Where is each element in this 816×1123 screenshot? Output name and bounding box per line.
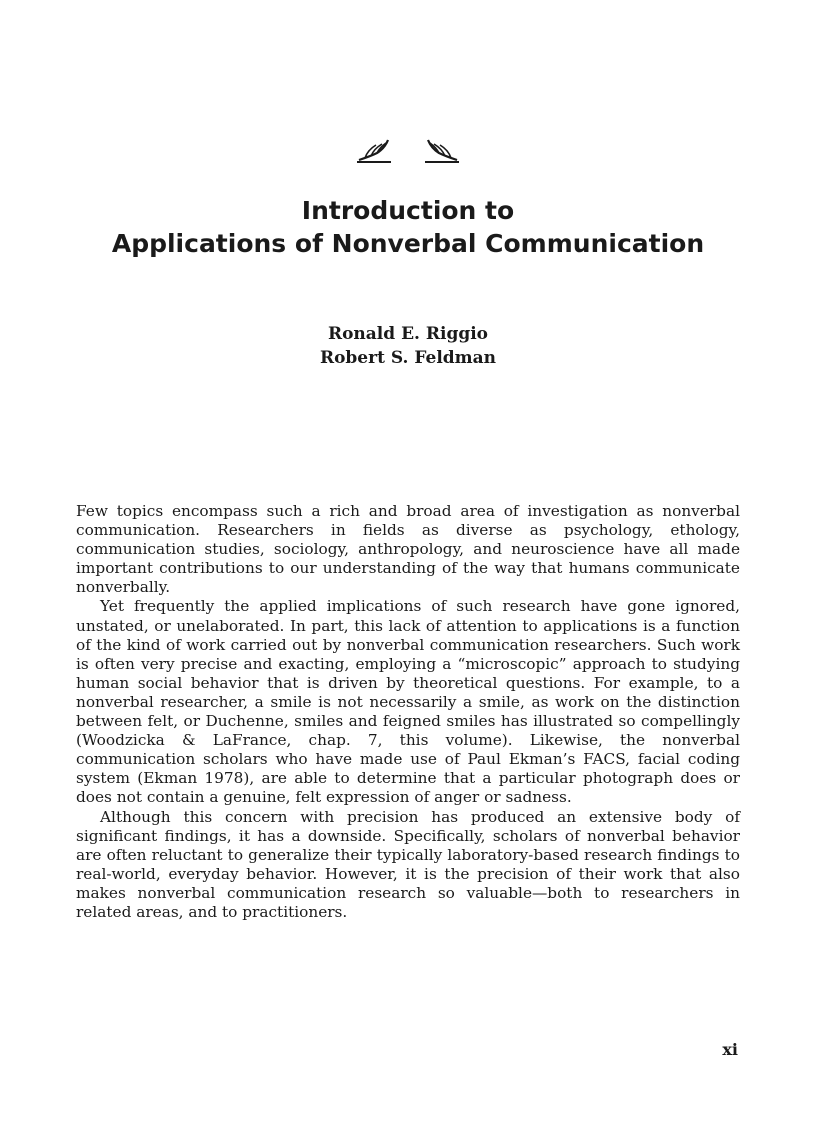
body-text [76,502,740,922]
chapter-title-line-1: Introduction to [301,196,515,225]
author-list [0,322,816,370]
ornament-row [0,136,816,164]
chapter-title-line-2: Applications of Nonverbal Communication [111,229,705,258]
chapter-title [0,194,816,260]
page-number: xi [722,1040,738,1059]
left-leaf-ornament-icon [355,136,393,164]
author-name: Ronald E. Riggio [327,324,489,344]
right-leaf-ornament-icon [423,136,461,164]
author-name: Robert S. Feldman [319,348,497,368]
paragraph: Yet frequently the applied implications of such research have gone ignored, unstated, or unelaborated. In part, this lack of attention to applications is a function of the kind of work carried out by nonverbal communication researchers. Such work is often very precise and exacting, employing a “microscopic” approach to studying human social behavior that is driven by theoretical questions. For example, to a nonverbal researcher, a smile is not necessarily a smile, as work on the distinction between felt, or Duchenne, smiles and feigned smiles has illustrated so compellingly (Woodzicka & LaFrance, chap. 7, this volume). Likewise, the nonverbal communication scholars who have made use of Paul Ekman’s FACS, facial coding system (Ekman 1978), are able to determine that a particular photograph does or does not contain a genuine, felt expression of anger or sadness. [76,597,740,807]
paragraph: Although this concern with precision has produced an extensive body of significant findings, it has a downside. Specifically, scholars of nonverbal behavior are often reluctant to generalize their typically laboratory-based research findings to real-world, everyday behavior. However, it is the precision of their work that also makes nonverbal communication research so valuable—both to researchers in related areas, and to practitioners. [76,807,740,921]
paragraph: Few topics encompass such a rich and broad area of investigation as nonverbal communication. Researchers in fields as diverse as psychology, ethology, communication studies, sociology, anthropology, and neuroscience have all made important contributions to our understanding of the way that humans communicate nonverbally. [76,502,740,597]
